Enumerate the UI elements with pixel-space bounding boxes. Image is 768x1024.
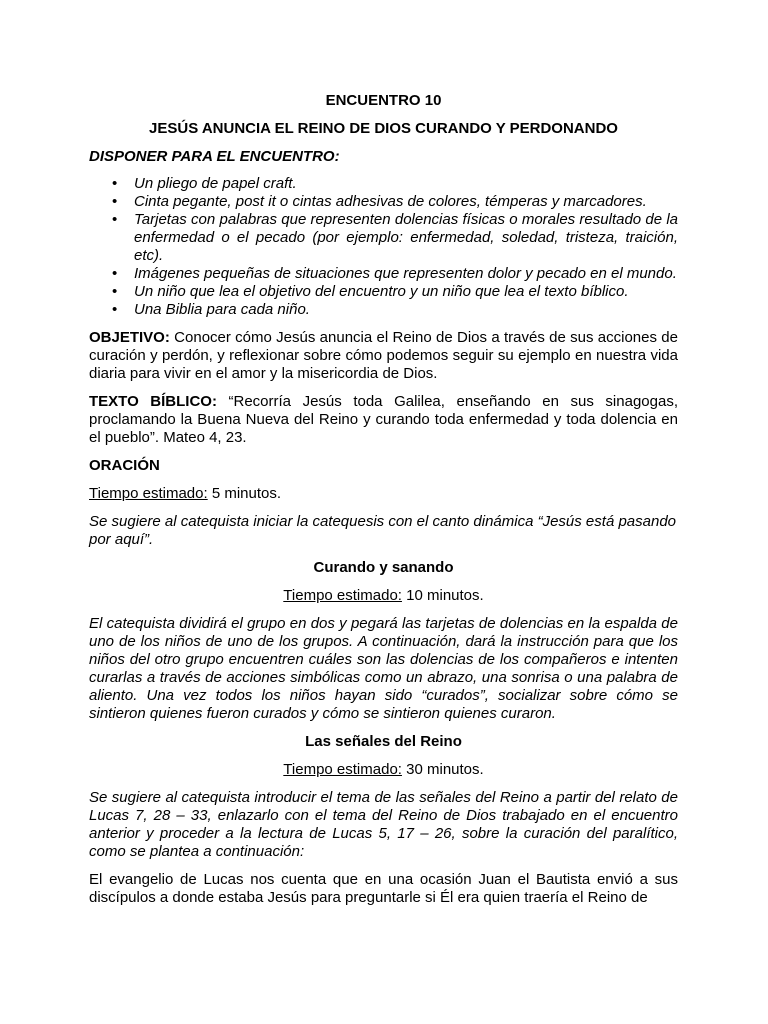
time-label: Tiempo estimado: [283,587,402,604]
section2-time [89,761,678,779]
materials-list [89,175,678,319]
time-value: 30 minutos. [401,761,484,778]
section2-body: El evangelio de Lucas nos cuenta que en una ocasión Juan el Bautista envió a sus discípulos a donde estaba Jesús para preguntarle si Él era quien traería el Reino de [89,871,678,906]
document-title: JESÚS ANUNCIA EL REINO DE DIOS CURANDO Y PERDONANDO [149,120,618,137]
bullet-icon: • [112,211,118,228]
objective-paragraph [89,329,678,383]
bullet-icon: • [112,265,118,282]
bible-text-paragraph [89,393,678,447]
prepare-heading: DISPONER PARA EL ENCUENTRO: [89,148,340,165]
list-item: • Cinta pegante, post it o cintas adhesivas de colores, témperas y marcadores. [112,193,647,210]
document-body [89,92,678,907]
objective-label: OBJETIVO: [89,329,170,346]
objective-text: Conocer cómo Jesús anuncia el Reino de Dios a través de sus acciones de curación y perdón, y reflexionar sobre cómo podemos seguir su ejemplo en nuestra vida diaria para vivir en el amor y la misericordia de Dios. [89,329,678,382]
section2-text: Se sugiere al catequista introducir el tema de las señales del Reino a partir del relato de Lucas 7, 28 – 33, enlazarlo con el tema del Reino de Dios trabajado en el encuentro anterior y proceder a la lectura de Lucas 5, 17 – 26, sobre la curación del paralítico, como se plantea a continuación: [89,789,678,860]
bible-label: TEXTO BÍBLICO: [89,393,217,410]
list-item: • Imágenes pequeñas de situaciones que representen dolor y pecado en el mundo. [112,265,677,282]
time-value: 5 minutos. [207,485,282,502]
list-item: • Un pliego de papel craft. [112,175,297,192]
bullet-icon: • [112,175,118,192]
encounter-number: ENCUENTRO 10 [325,92,442,109]
time-value: 10 minutos. [401,587,484,604]
list-item: • Un niño que lea el objetivo del encuentro y un niño que lea el texto bíblico. [112,283,629,300]
bullet-icon: • [112,193,118,210]
section2-title: Las señales del Reino [305,733,462,750]
prayer-heading: ORACIÓN [89,457,160,474]
time-label: Tiempo estimado: [283,761,402,778]
list-item: • Una Biblia para cada niño. [112,301,310,318]
bullet-icon: • [112,283,118,300]
section1-title: Curando y sanando [313,559,454,576]
bullet-icon: • [112,301,118,318]
prayer-time [89,485,678,503]
list-item: • Tarjetas con palabras que representen dolencias físicas o morales resultado de la enfermedad o el pecado (por ejemplo: enfermedad, soledad, tristeza, traición, etc). [112,211,678,264]
section1-time [89,587,678,605]
prayer-note: Se sugiere al catequista iniciar la catequesis con el canto dinámica “Jesús está pasando por aquí”. [89,513,677,548]
time-label: Tiempo estimado: [89,485,208,502]
section1-text: El catequista dividirá el grupo en dos y pegará las tarjetas de dolencias en la espalda de uno de los niños de uno de los grupos. A continuación, dará la instrucción para que los niños del otro grupo encuentren cuáles son las dolencias de los compañeros e intenten curarlas a través de acciones simbólicas como un abrazo, una sonrisa o una palabra de aliento. Una vez todos los niños hayan sido “curados”, socializar sobre cómo se sintieron quienes fueron curados y cómo se sintieron quienes curaron. [89,615,678,722]
bible-text: “Recorría Jesús toda Galilea, enseñando en sus sinagogas, proclamando la Buena Nueva del Reino y curando toda enfermedad y toda dolencia en el pueblo”. Mateo 4, 23. [89,393,678,446]
